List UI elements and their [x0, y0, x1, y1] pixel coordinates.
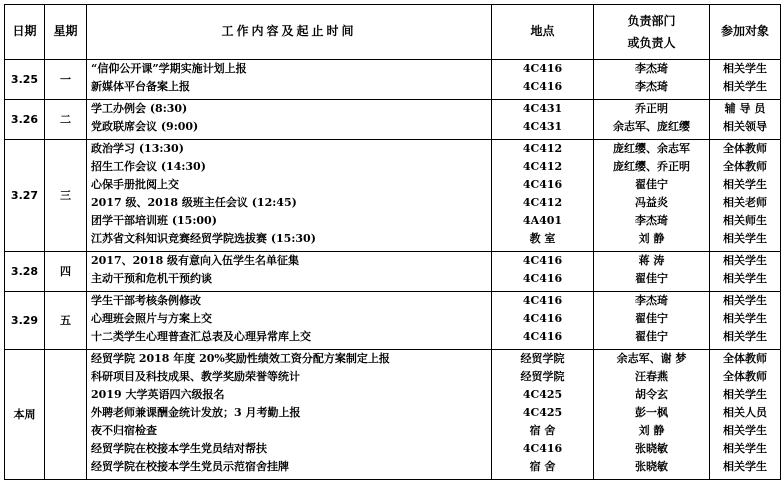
responsible-text: 翟佳宁 [635, 272, 668, 285]
day-group [5, 100, 781, 140]
participants-text: 相关学生 [723, 294, 767, 307]
task-column-cell [87, 100, 492, 140]
task-text: 夜不归宿检查 [91, 424, 157, 437]
group-date: 3.28 [5, 252, 45, 292]
responsible-text: 刘 静 [638, 424, 665, 437]
responsible-text: 庞红缨、余志军 [613, 142, 690, 155]
responsible-text: 汪春燕 [635, 370, 668, 383]
task-column-cell [87, 350, 492, 480]
loc-column-cell [492, 252, 594, 292]
resp-column-cell [594, 252, 710, 292]
participants-text: 相关学生 [723, 424, 767, 437]
group-weekday: 五 [45, 292, 87, 350]
location-text: 4C416 [522, 80, 563, 93]
task-text: 团学干部培训班 (15:00) [91, 214, 217, 227]
part-column-cell [710, 100, 781, 140]
group-weekday: 二 [45, 100, 87, 140]
participants-text: 相关学生 [723, 232, 767, 245]
responsible-text: 李杰琦 [635, 80, 668, 93]
responsible-text: 余志军、谢 梦 [616, 352, 687, 365]
task-text: 心保手册批阅上交 [91, 178, 179, 191]
header-responsible [594, 5, 710, 60]
location-text: 4C431 [522, 102, 563, 115]
task-text: 十二类学生心理普查汇总表及心理异常库上交 [91, 330, 311, 343]
responsible-text: 刘 静 [638, 232, 665, 245]
responsible-text: 冯益炎 [635, 196, 668, 209]
resp-column-cell [594, 140, 710, 252]
responsible-text: 翟佳宁 [635, 178, 668, 191]
task-text: 学工办例会 (8:30) [91, 102, 188, 115]
loc-column-cell [492, 100, 594, 140]
location-text: 4C416 [522, 62, 563, 75]
task-text: 心理班会照片与方案上交 [91, 312, 212, 325]
header-row [5, 5, 781, 60]
location-text: 4C416 [522, 442, 563, 455]
participants-text: 相关人员 [723, 406, 767, 419]
header-responsible-line1: 负责部门 [627, 14, 676, 28]
task-text: 主动干预和危机干预约谈 [91, 272, 212, 285]
location-text: 4C416 [522, 272, 563, 285]
responsible-text: 李杰琦 [635, 294, 668, 307]
loc-column-cell [492, 140, 594, 252]
location-text: 宿 舍 [529, 424, 556, 437]
responsible-text: 蒋 涛 [638, 254, 665, 267]
location-text: 经贸学院 [520, 370, 565, 383]
resp-column-cell [594, 292, 710, 350]
participants-text: 相关学生 [723, 80, 767, 93]
responsible-text: 翟佳宁 [635, 312, 668, 325]
header-tasks: 工作内容及起止时间 [87, 5, 492, 60]
task-column-cell [87, 60, 492, 100]
responsible-text: 庞红缨、乔正明 [613, 160, 690, 173]
header-date: 日期 [5, 5, 45, 60]
group-weekday [45, 350, 87, 480]
day-group [5, 350, 781, 480]
participants-text: 相关领导 [723, 120, 767, 133]
group-date: 3.25 [5, 60, 45, 100]
header-participants: 参加对象 [710, 5, 781, 60]
part-column-cell [710, 252, 781, 292]
day-group [5, 292, 781, 350]
group-weekday: 三 [45, 140, 87, 252]
group-weekday: 四 [45, 252, 87, 292]
task-text: 2017、2018 级有意向入伍学生名单征集 [91, 254, 300, 267]
task-text: 新媒体平台备案上报 [91, 80, 190, 93]
task-text: 政治学习 (13:30) [91, 142, 184, 155]
participants-text: 相关师生 [723, 214, 767, 227]
participants-text: 全体教师 [723, 160, 767, 173]
location-text: 4C425 [522, 406, 563, 419]
task-text: 经贸学院在校接本学生党员结对帮扶 [91, 442, 267, 455]
responsible-text: 乔正明 [635, 102, 668, 115]
header-weekday: 星期 [45, 5, 87, 60]
task-text: 经贸学院 2018 年度 20%奖励性绩效工资分配方案制定上报 [91, 352, 390, 365]
location-text: 4C431 [522, 120, 563, 133]
task-text: “信仰公开课”学期实施计划上报 [91, 62, 247, 75]
participants-text: 相关学生 [723, 312, 767, 325]
group-date: 3.29 [5, 292, 45, 350]
location-text: 4C412 [522, 196, 563, 209]
task-text: 学生干部考核条例修改 [91, 294, 201, 307]
task-text: 经贸学院在校接本学生党员示范宿舍挂牌 [91, 460, 289, 473]
responsible-text: 张晓敏 [635, 442, 668, 455]
resp-column-cell [594, 100, 710, 140]
responsible-text: 胡令玄 [635, 388, 668, 401]
task-text: 江苏省文科知识竞赛经贸学院选拔赛 (15:30) [91, 232, 316, 245]
group-date: 3.27 [5, 140, 45, 252]
day-group [5, 140, 781, 252]
participants-text: 相关学生 [723, 460, 767, 473]
participants-text: 相关学生 [723, 388, 767, 401]
participants-text: 相关学生 [723, 272, 767, 285]
loc-column-cell [492, 60, 594, 100]
task-column-cell [87, 292, 492, 350]
day-group [5, 60, 781, 100]
location-text: 4C412 [522, 142, 563, 155]
group-date: 3.26 [5, 100, 45, 140]
responsible-text: 彭一枫 [635, 406, 668, 419]
location-text: 4A401 [522, 214, 563, 227]
task-text: 科研项目及科技成果、教学奖励荣誉等统计 [91, 370, 300, 383]
location-text: 4C416 [522, 312, 563, 325]
participants-text: 相关学生 [723, 330, 767, 343]
location-text: 4C412 [522, 160, 563, 173]
resp-column-cell [594, 350, 710, 480]
location-text: 教 室 [529, 232, 556, 245]
responsible-text: 余志军、庞红缨 [613, 120, 690, 133]
location-text: 经贸学院 [520, 352, 565, 365]
responsible-text: 翟佳宁 [635, 330, 668, 343]
responsible-text: 李杰琦 [635, 214, 668, 227]
part-column-cell [710, 140, 781, 252]
part-column-cell [710, 60, 781, 100]
participants-text: 辅 导 员 [724, 102, 766, 115]
location-text: 宿 舍 [529, 460, 556, 473]
header-location: 地点 [492, 5, 594, 60]
task-text: 外聘老师兼课酬金统计发放；3 月考勤上报 [91, 406, 301, 419]
schedule-table [4, 4, 781, 480]
participants-text: 全体教师 [723, 370, 767, 383]
task-text: 党政联席会议 (9:00) [91, 120, 199, 133]
task-text: 招生工作会议 (14:30) [91, 160, 206, 173]
group-date: 本周 [5, 350, 45, 480]
day-group [5, 252, 781, 292]
task-text: 2017 级、2018 级班主任会议 (12:45) [91, 196, 297, 209]
participants-text: 相关老师 [723, 196, 767, 209]
participants-text: 相关学生 [723, 442, 767, 455]
participants-text: 相关学生 [723, 178, 767, 191]
location-text: 4C416 [522, 178, 563, 191]
header-responsible-line2: 或负责人 [627, 36, 676, 50]
location-text: 4C416 [522, 330, 563, 343]
participants-text: 全体教师 [723, 352, 767, 365]
location-text: 4C416 [522, 254, 563, 267]
location-text: 4C416 [522, 294, 563, 307]
group-weekday: 一 [45, 60, 87, 100]
participants-text: 相关学生 [723, 62, 767, 75]
task-text: 2019 大学英语四六级报名 [91, 388, 225, 401]
location-text: 4C425 [522, 388, 563, 401]
resp-column-cell [594, 60, 710, 100]
responsible-text: 张晓敏 [635, 460, 668, 473]
loc-column-cell [492, 350, 594, 480]
responsible-text: 李杰琦 [635, 62, 668, 75]
participants-text: 全体教师 [723, 142, 767, 155]
part-column-cell [710, 292, 781, 350]
task-column-cell [87, 140, 492, 252]
participants-text: 相关学生 [723, 254, 767, 267]
part-column-cell [710, 350, 781, 480]
loc-column-cell [492, 292, 594, 350]
task-column-cell [87, 252, 492, 292]
